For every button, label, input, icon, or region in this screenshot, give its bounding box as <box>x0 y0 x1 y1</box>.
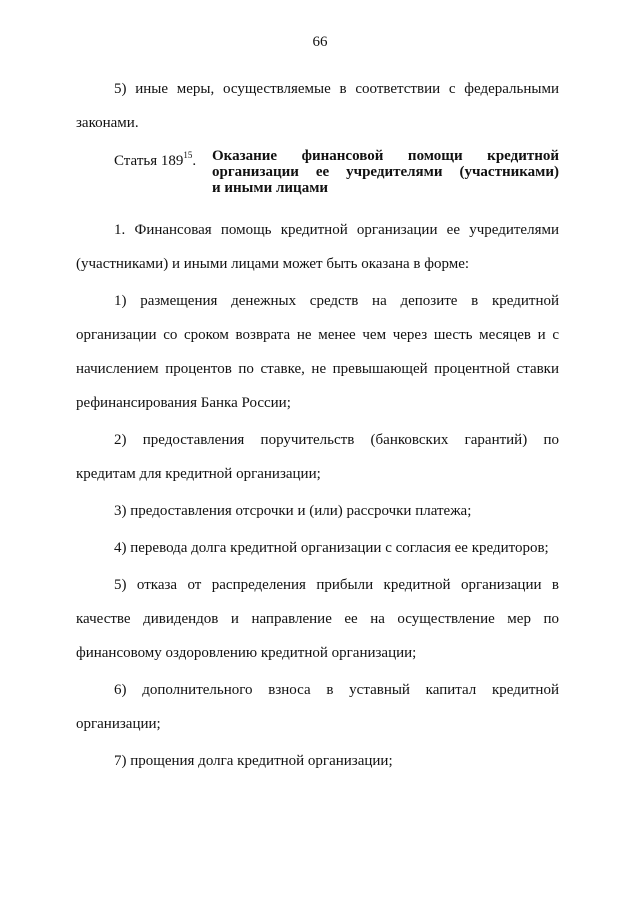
article-title-line: Оказание финансовой помощи кредитной <box>212 148 559 164</box>
paragraph-item-1: 1) размещения денежных средств на депозите в кредитной организации со сроком возврата не менее чем через шесть месяцев и с начислением процентов по ставке, не превышающей процентной ставки рефинансирования Банка России; <box>76 293 559 411</box>
article-label-text: Статья 189 <box>114 153 184 169</box>
paragraph-prev-item-5: 5) иные меры, осуществляемые в соответствии с федеральными законами. <box>76 81 559 131</box>
article-title <box>212 148 559 196</box>
article-title-line: организации ее учредителями (участниками) <box>212 164 559 180</box>
article-heading <box>76 148 559 196</box>
paragraph-item-3: 3) предоставления отсрочки и (или) рассрочки платежа; <box>114 503 472 519</box>
paragraph-item-4: 4) перевода долга кредитной организации с согласия ее кредиторов; <box>114 540 549 556</box>
article-title-line: и иными лицами <box>212 180 329 196</box>
paragraph-part-1: 1. Финансовая помощь кредитной организации ее учредителями (участниками) и иными лицами может быть оказана в форме: <box>76 222 559 272</box>
article-superscript: 15 <box>183 150 193 160</box>
article-number <box>76 148 212 196</box>
paragraph-item-5: 5) отказа от распределения прибыли кредитной организации в качестве дивидендов и направление ее на осуществление мер по финансовому оздоровлению кредитной организации; <box>76 577 559 661</box>
article-label-suffix: . <box>192 153 197 169</box>
paragraph-item-6: 6) дополнительного взноса в уставный капитал кредитной организации; <box>76 682 559 732</box>
paragraph-item-7: 7) прощения долга кредитной организации; <box>114 753 393 769</box>
page-number: 66 <box>312 34 328 50</box>
paragraph-item-2: 2) предоставления поручительств (банковских гарантий) по кредитам для кредитной организации; <box>76 432 559 482</box>
document-body <box>76 72 559 778</box>
